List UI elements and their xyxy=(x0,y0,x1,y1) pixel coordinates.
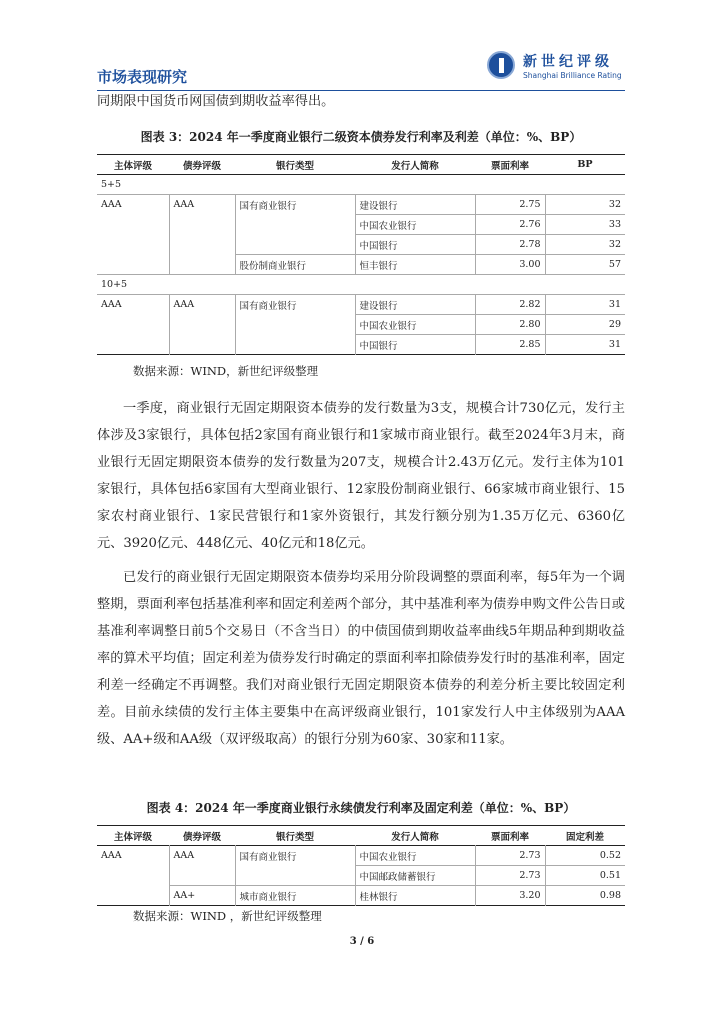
cell: 2.73 xyxy=(475,846,545,866)
paragraph-2: 已发行的商业银行无固定期限资本债券均采用分阶段调整的票面利率，每5年为一个调整期，票面利率包括基准利率和固定利差两个部分，其中基准利率为债券申购文件公告日或基准利率调整日前5个交易日（不含当日）的中债国债到期收益率曲线5年期品种到期收益率的算术平均值；固定利差为债券发行时确定的票面利率扣除债券发行时的基准利率，固定利差一经确定不再调整。我们对商业银行无固定期限资本债券的利差分析主要比较固定利差。目前永续债的发行主体主要集中在高评级商业银行，101家发行人中主体级别为AAA级、AA+级和AA级（双评级取高）的银行分别为60家、30家和11家。 xyxy=(97,570,625,747)
cell: 中国邮政储蓄银行 xyxy=(355,866,475,886)
cell xyxy=(235,315,355,335)
cell: 建设银行 xyxy=(355,195,475,215)
col-header: BP xyxy=(577,159,593,170)
cell xyxy=(97,866,169,886)
cell: AAA xyxy=(169,846,235,866)
cell: 桂林银行 xyxy=(355,886,475,906)
col-header: 票面利率 xyxy=(490,831,529,843)
cell: 城市商业银行 xyxy=(235,886,355,906)
table-row xyxy=(97,846,625,866)
table3-header-row xyxy=(97,155,625,175)
cell: 建设银行 xyxy=(355,295,475,315)
cell: 2.85 xyxy=(475,335,545,355)
group-label: 5+5 xyxy=(101,179,122,190)
cell: 中国农业银行 xyxy=(355,215,475,235)
cell: 57 xyxy=(545,255,625,275)
col-header: 债券评级 xyxy=(182,831,221,843)
cell: 3.00 xyxy=(475,255,545,275)
cell: AAA xyxy=(97,195,169,215)
col-header: 发行人简称 xyxy=(391,831,439,843)
cell: AAA xyxy=(169,295,235,315)
table-row xyxy=(97,886,625,906)
cell xyxy=(97,335,169,355)
cell xyxy=(97,315,169,335)
cell: 中国银行 xyxy=(355,335,475,355)
cell xyxy=(235,866,355,886)
cell: 2.82 xyxy=(475,295,545,315)
table4-caption: 图表 4：2024 年一季度商业银行永续债发行利率及固定利差（单位：%、BP） xyxy=(146,801,576,815)
group-label-row xyxy=(97,175,625,195)
page-number: 3 / 6 xyxy=(349,936,375,947)
table4 xyxy=(97,825,625,906)
cell: 3.20 xyxy=(475,886,545,906)
cell xyxy=(169,315,235,335)
cell xyxy=(169,255,235,275)
cell: 2.76 xyxy=(475,215,545,235)
col-header: 固定利差 xyxy=(565,831,604,843)
table3 xyxy=(97,154,625,355)
group-label-row xyxy=(97,275,625,295)
table-row xyxy=(97,295,625,315)
cell: AAA xyxy=(101,850,122,862)
cell xyxy=(169,335,235,355)
cell: 29 xyxy=(545,315,625,335)
cell: AA+ xyxy=(169,886,235,906)
cell: AAA xyxy=(169,195,235,215)
cell: 2.75 xyxy=(475,195,545,215)
cell xyxy=(169,215,235,235)
cell: 31 xyxy=(545,295,625,315)
logo-english-name: Shanghai Brilliance Rating xyxy=(523,71,622,80)
cell: 2.73 xyxy=(475,866,545,886)
cell: 国有商业银行 xyxy=(235,846,355,866)
cell: 32 xyxy=(545,195,625,215)
section-title: 市场表现研究 xyxy=(97,68,188,86)
table-row xyxy=(97,195,625,215)
table4-header-row xyxy=(97,826,625,846)
cell: 股份制商业银行 xyxy=(235,255,355,275)
cell: 中国农业银行 xyxy=(355,315,475,335)
cell xyxy=(97,215,169,235)
table3-source: 数据来源：WIND，新世纪评级整理 xyxy=(133,364,319,378)
col-header: 主体评级 xyxy=(113,160,152,172)
brand-logo xyxy=(487,47,627,85)
col-header: 债券评级 xyxy=(182,160,221,172)
cell xyxy=(97,255,169,275)
cell xyxy=(97,235,169,255)
cell: 0.51 xyxy=(545,866,625,886)
cell: 32 xyxy=(545,235,625,255)
cell xyxy=(97,886,169,906)
cell: 中国银行 xyxy=(355,235,475,255)
group-label: 10+5 xyxy=(97,275,625,295)
cell: 0.98 xyxy=(545,886,625,906)
cell: AAA xyxy=(97,295,169,315)
table-row xyxy=(97,335,625,355)
cell: 恒丰银行 xyxy=(355,255,475,275)
col-header: 主体评级 xyxy=(113,831,152,843)
logo-chinese-name: 新世纪评级 xyxy=(523,54,613,70)
table-row xyxy=(97,315,625,335)
table-row xyxy=(97,215,625,235)
cell: 31 xyxy=(545,335,625,355)
cell xyxy=(169,235,235,255)
table3-caption: 图表 3：2024 年一季度商业银行二级资本债券发行利率及利差（单位：%、BP） xyxy=(140,130,582,144)
cell xyxy=(169,866,235,886)
table-row xyxy=(97,235,625,255)
table4-source: 数据来源：WIND ，新世纪评级整理 xyxy=(133,909,322,923)
col-header: 票面利率 xyxy=(490,160,529,172)
logo-emblem-icon xyxy=(487,51,515,79)
cell: 2.80 xyxy=(475,315,545,335)
col-header: 银行类型 xyxy=(275,160,314,172)
cell xyxy=(235,235,355,255)
col-header: 银行类型 xyxy=(275,831,314,843)
cell: 2.78 xyxy=(475,235,545,255)
table-row xyxy=(97,866,625,886)
cell xyxy=(235,335,355,355)
cell: 国有商业银行 xyxy=(235,195,355,215)
cell: 33 xyxy=(545,215,625,235)
table-row xyxy=(97,255,625,275)
cell: 0.52 xyxy=(545,846,625,866)
col-header: 发行人简称 xyxy=(391,160,439,172)
intro-line: 同期限中国货币网国债到期收益率得出。 xyxy=(97,94,335,109)
paragraph-1: 一季度，商业银行无固定期限资本债券的发行数量为3支，规模合计730亿元，发行主体涉及3家银行，具体包括2家国有商业银行和1家城市商业银行。截至2024年3月末，商业银行无固定期限资本债券的发行数量为207支，规模合计2.43万亿元。发行主体为101家银行，具体包括6家国有大型商业银行、12家股份制商业银行、66家城市商业银行、15家农村商业银行、1家民营银行和1家外资银行，其发行额分别为1.35万亿元、6360亿元、3920亿元、448亿元、40亿元和18亿元。 xyxy=(97,401,625,551)
cell: 国有商业银行 xyxy=(235,295,355,315)
cell: 中国农业银行 xyxy=(355,846,475,866)
cell xyxy=(235,215,355,235)
